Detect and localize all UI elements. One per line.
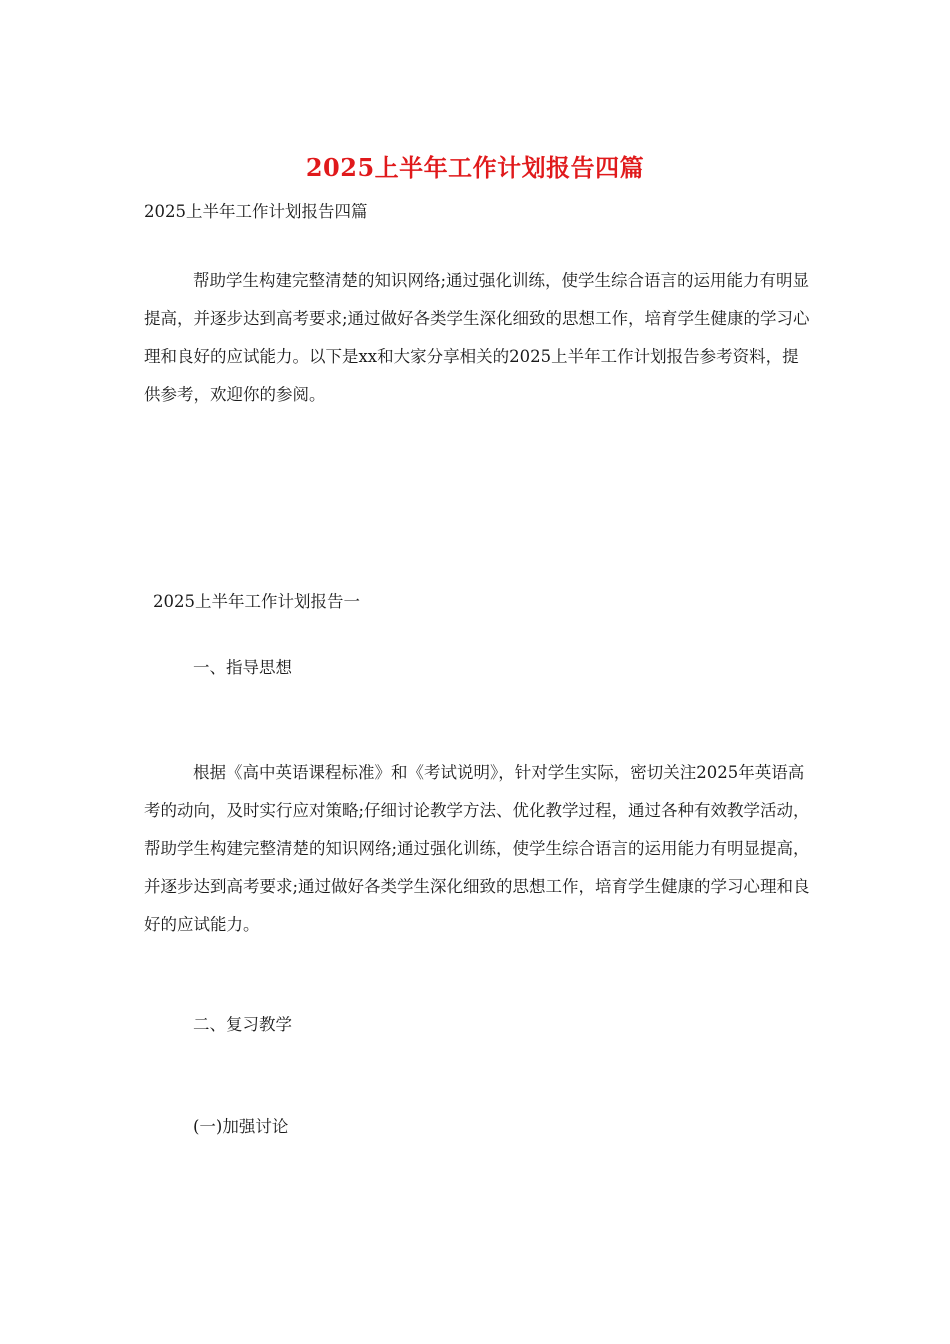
document-subtitle: 2025上半年工作计划报告四篇 — [144, 202, 368, 221]
document-title: 2025上半年工作计划报告四篇 — [305, 153, 645, 182]
heading-review-teaching: 二、复习教学 — [193, 1015, 292, 1034]
heading-guiding-thought: 一、指导思想 — [193, 658, 292, 677]
intro-paragraph: 帮助学生构建完整清楚的知识网络;通过强化训练，使学生综合语言的运用能力有明显提高，并逐步达到高考要求;通过做好各类学生深化细致的思想工作，培育学生健康的学习心理和良好的应试能力。以下是xx和大家分享相关的2025上半年工作计划报告参考资料，提供参考，欢迎你的参阅。 — [144, 271, 810, 404]
subheading-strengthen-discussion: (一)加强讨论 — [193, 1117, 289, 1136]
section-one-title: 2025上半年工作计划报告一 — [153, 592, 360, 611]
guiding-thought-paragraph: 根据《高中英语课程标准》和《考试说明》，针对学生实际，密切关注2025年英语高考的动向，及时实行应对策略;仔细讨论教学方法、优化教学过程，通过各种有效教学活动，帮助学生构建完整清楚的知识网络;通过强化训练，使学生综合语言的运用能力有明显提高，并逐步达到高考要求;通过做好各类学生深化细致的思想工作，培育学生健康的学习心理和良好的应试能力。 — [144, 763, 810, 934]
